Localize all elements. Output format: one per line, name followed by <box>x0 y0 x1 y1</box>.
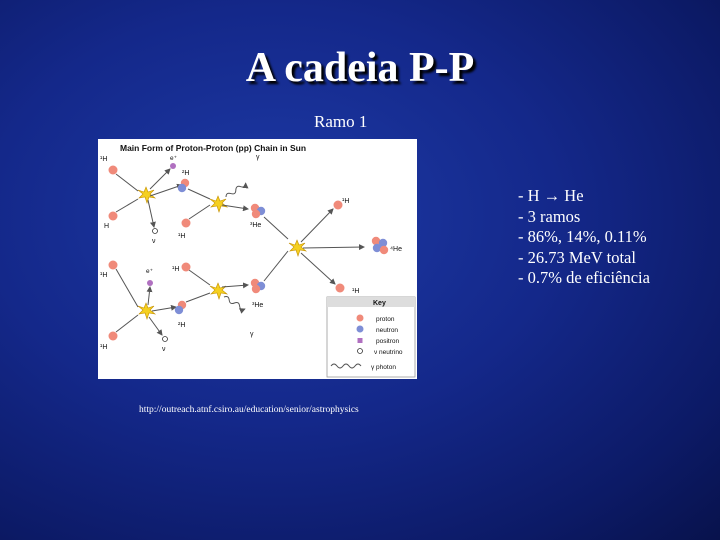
bullet-item: - 86%, 14%, 0.11% <box>518 227 647 246</box>
proton-bot2 <box>109 332 118 341</box>
bullet-item <box>518 186 650 207</box>
deuteron-2-neutron <box>175 306 183 314</box>
label-h1-bot3: ¹H <box>172 266 180 273</box>
he4-p2 <box>380 246 388 254</box>
slide-title: A cadeia P-P <box>245 45 475 91</box>
photon-1 <box>225 182 247 199</box>
neutrino-2 <box>163 337 168 342</box>
proton-bot1 <box>109 261 118 270</box>
photon-2 <box>223 295 246 310</box>
arrow-right-icon: → <box>543 186 561 205</box>
label-h2-2: ²H <box>178 322 186 329</box>
bullet-prefix: - H <box>518 186 544 205</box>
slide-subtitle: Ramo 1 <box>314 112 368 131</box>
key-neutron-label: neutron <box>376 327 399 334</box>
label-h1-bot2: ¹H <box>100 344 108 351</box>
bullet-suffix: He <box>560 186 584 205</box>
pp-chain-diagram <box>98 139 417 379</box>
he3-2-p2 <box>252 285 260 293</box>
label-h1-out1: ¹H <box>342 198 350 205</box>
key-photon-label: γ photon <box>371 364 396 371</box>
pp-chain-figure <box>98 139 417 379</box>
proton-top1 <box>109 166 118 175</box>
key-positron-dot <box>358 338 363 343</box>
label-he3-1: ³He <box>250 222 262 229</box>
label-gamma-1: γ <box>256 154 260 161</box>
label-h1-bot1: ¹H <box>100 272 108 279</box>
key-proton-label: proton <box>376 316 395 323</box>
bullet-list <box>518 186 650 289</box>
positron-1 <box>170 163 176 169</box>
label-h1-top1: ¹H <box>100 156 108 163</box>
label-eplus-2: e⁺ <box>146 268 154 275</box>
key-title: Key <box>373 300 386 307</box>
label-he3-2: ³He <box>252 302 264 309</box>
label-nu-2: ν <box>162 346 166 353</box>
label-he4: ⁴He <box>390 246 402 253</box>
label-gamma-2: γ <box>250 331 254 338</box>
bullet-item: - 26.73 MeV total <box>518 247 636 267</box>
label-h2-1: ²H <box>182 170 190 177</box>
positron-2 <box>147 280 153 286</box>
label-h1-top3: ¹H <box>178 233 186 240</box>
label-h1-out2: ¹H <box>352 288 360 295</box>
bullet-item: - 0.7% de eficiência <box>518 268 650 287</box>
key-neutrino-label: ν neutrino <box>374 349 403 356</box>
label-h-top2: H <box>104 223 110 230</box>
key-neutron-dot <box>357 326 364 333</box>
he3-1-p2 <box>252 210 260 218</box>
key-proton-dot <box>357 315 364 322</box>
source-url: http://outreach.atnf.csiro.au/education/senior/astrophysics <box>139 405 359 415</box>
label-eplus-1: e⁺ <box>170 155 178 162</box>
neutrino-1 <box>153 229 158 234</box>
bullet-item: - 3 ramos <box>518 206 581 226</box>
key-positron-label: positron <box>376 338 400 345</box>
label-nu-1: ν <box>152 238 156 245</box>
fusion-flash-2 <box>210 196 227 212</box>
deuteron-1-neutron <box>178 184 186 192</box>
released-proton-2 <box>336 284 345 293</box>
proton-top2 <box>109 212 118 221</box>
key-header <box>327 297 415 307</box>
figure-heading: Main Form of Proton-Proton (pp) Chain in Sun <box>120 143 307 153</box>
proton-top3 <box>182 219 191 228</box>
key-neutrino-dot <box>358 349 363 354</box>
